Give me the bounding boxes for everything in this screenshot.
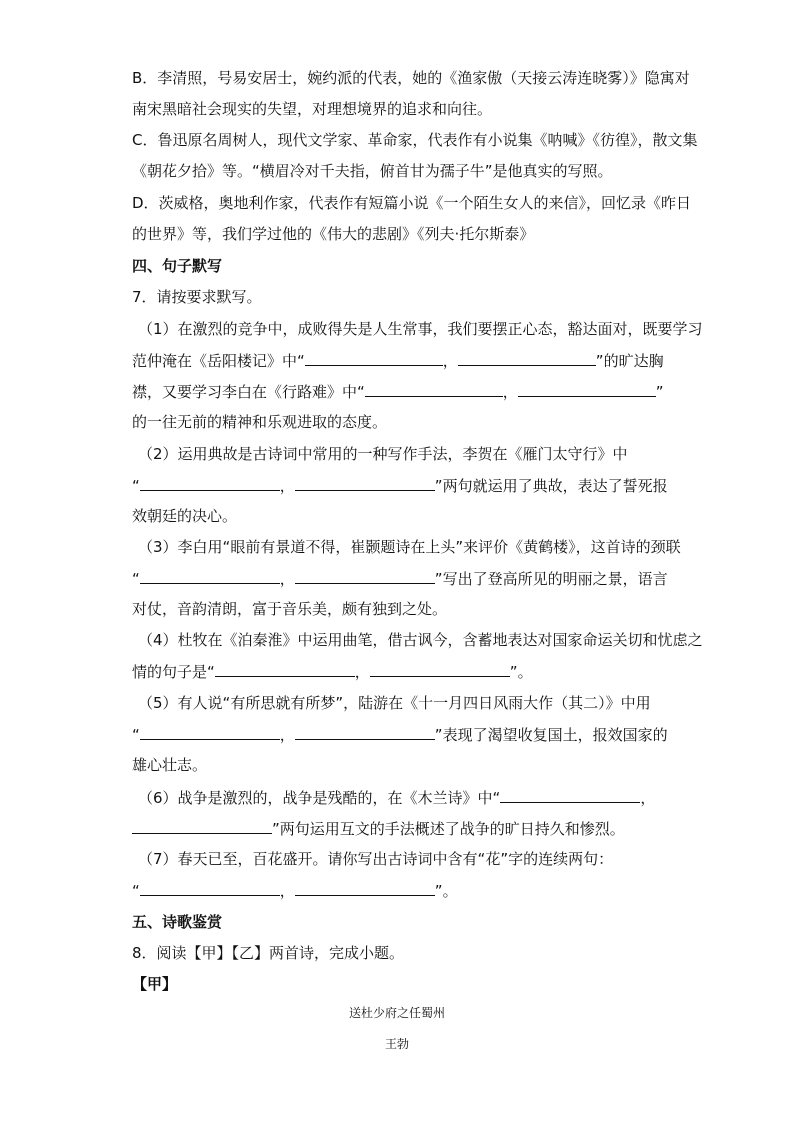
option-b-line-1: B．李清照，号易安居士，婉约派的代表，她的《渔家傲（天接云涛连晓雾）》隐寓对 — [132, 69, 690, 87]
answer-blank[interactable] — [132, 818, 272, 834]
answer-blank[interactable] — [215, 661, 355, 677]
item-5-text-b: ， — [279, 726, 295, 744]
item-1-line-3 — [132, 381, 664, 402]
answer-blank[interactable] — [140, 475, 280, 491]
item-5-line-3: 雄心壮志。 — [132, 756, 208, 774]
item-7-line-1: （7）春天已至，百花盛开。请你写出古诗词中含有“花”字的连续两句： — [138, 850, 614, 868]
item-2-line-3: 效朝廷的决心。 — [132, 507, 238, 525]
answer-blank[interactable] — [365, 381, 503, 397]
answer-blank[interactable] — [305, 350, 443, 366]
poem-label-jia: 【甲】 — [132, 975, 178, 993]
item-2-text-b: ， — [279, 477, 295, 495]
option-b-line-2: 南宋黑暗社会现实的失望，对理想境界的追求和向往。 — [132, 100, 493, 118]
answer-blank[interactable] — [518, 381, 656, 397]
item-6-text-a: （6）战争是激烈的，战争是残酷的，在《木兰诗》中“ — [138, 789, 501, 807]
answer-blank[interactable] — [500, 787, 640, 803]
item-1-line-4: 的一往无前的精神和乐观进取的态度。 — [132, 413, 388, 431]
answer-blank[interactable] — [295, 568, 435, 584]
item-3-line-3: 对仗，音韵清朗，富于音乐美，颇有独到之处。 — [132, 600, 448, 618]
poem-title: 送杜少府之任蜀州 — [348, 1006, 445, 1020]
section-5-heading: 五、诗歌鉴赏 — [132, 913, 223, 931]
item-7-text-c: ”。 — [434, 882, 458, 900]
item-4-text-c: ”。 — [509, 663, 533, 681]
option-d-line-1: D．茨威格，奥地利作家，代表作有短篇小说《一个陌生女人的来信》，回忆录《昨日 — [132, 194, 692, 212]
option-c-line-1: C．鲁迅原名周树人，现代文学家、革命家，代表作有小说集《呐喊》《彷徨》，散文集 — [132, 131, 698, 149]
item-1-line-1: （1）在激烈的竞争中，成败得失是人生常事，我们要摆正心态，豁达面对，既要学习 — [138, 320, 703, 338]
item-3-line-2 — [132, 568, 668, 589]
item-5-text-c: ”表现了渴望收复国土，报效国家的 — [434, 726, 668, 744]
item-1-text-b: ， — [442, 352, 458, 370]
item-5-line-1: （5）有人说“有所思就有所梦”，陆游在《十一月四日风雨大作（其二）》中用 — [138, 694, 651, 712]
item-2-text-a: “ — [132, 477, 140, 495]
item-3-text-b: ， — [279, 570, 295, 588]
poem-author: 王勃 — [384, 1037, 409, 1051]
item-2-text-c: ”两句就运用了典故，表达了誓死报 — [434, 477, 668, 495]
item-7-text-a: “ — [132, 882, 140, 900]
item-1-line-2 — [132, 350, 664, 371]
answer-blank[interactable] — [295, 475, 435, 491]
item-1-text-f: ” — [655, 383, 664, 401]
question-7-title: 7．请按要求默写。 — [132, 288, 262, 306]
item-6-text-c: ”两句运用互文的手法概述了战争的旷日持久和惨烈。 — [272, 820, 625, 838]
answer-blank[interactable] — [140, 880, 280, 896]
item-3-text-c: ”写出了登高所见的明丽之景，语言 — [434, 570, 668, 588]
item-7-line-2 — [132, 880, 458, 901]
item-6-line-2 — [132, 818, 625, 839]
item-5-line-2 — [132, 724, 668, 745]
answer-blank[interactable] — [458, 350, 596, 366]
question-8-title: 8．阅读【甲】【乙】两首诗，完成小题。 — [132, 944, 405, 962]
item-4-line-1: （4）杜牧在《泊秦淮》中运用曲笔，借古讽今，含蓄地表达对国家命运关切和忧虑之 — [138, 631, 703, 649]
item-5-text-a: “ — [132, 726, 140, 744]
item-3-line-1: （3）李白用“眼前有景道不得，崔颢题诗在上头”来评价《黄鹤楼》，这首诗的颈联 — [138, 538, 681, 556]
item-2-line-1: （2）运用典故是古诗词中常用的一种写作手法，李贺在《雁门太守行》中 — [138, 445, 628, 463]
item-7-text-b: ， — [279, 882, 295, 900]
item-6-line-1 — [138, 787, 655, 808]
item-4-text-b: ， — [354, 663, 370, 681]
answer-blank[interactable] — [370, 661, 510, 677]
item-1-text-d: 襟，又要学习李白在《行路难》中“ — [132, 383, 365, 401]
section-4-heading: 四、句子默写 — [132, 257, 223, 275]
item-4-text-a: 情的句子是“ — [132, 663, 215, 681]
answer-blank[interactable] — [140, 568, 280, 584]
answer-blank[interactable] — [295, 724, 435, 740]
item-1-text-c: ”的旷达胸 — [595, 352, 664, 370]
item-6-text-b: ， — [640, 789, 656, 807]
option-d-line-2: 的世界》等，我们学过他的《伟大的悲剧》《列夫·托尔斯泰》 — [132, 225, 535, 243]
item-4-line-2 — [132, 661, 533, 682]
item-3-text-a: “ — [132, 570, 140, 588]
option-c-line-2: 《朝花夕拾》等。“横眉冷对千夫指，俯首甘为孺子牛”是他真实的写照。 — [132, 162, 613, 180]
answer-blank[interactable] — [295, 880, 435, 896]
item-1-text-a: 范仲淹在《岳阳楼记》中“ — [132, 352, 305, 370]
answer-blank[interactable] — [140, 724, 280, 740]
item-1-text-e: ， — [502, 383, 518, 401]
item-2-line-2 — [132, 475, 668, 496]
